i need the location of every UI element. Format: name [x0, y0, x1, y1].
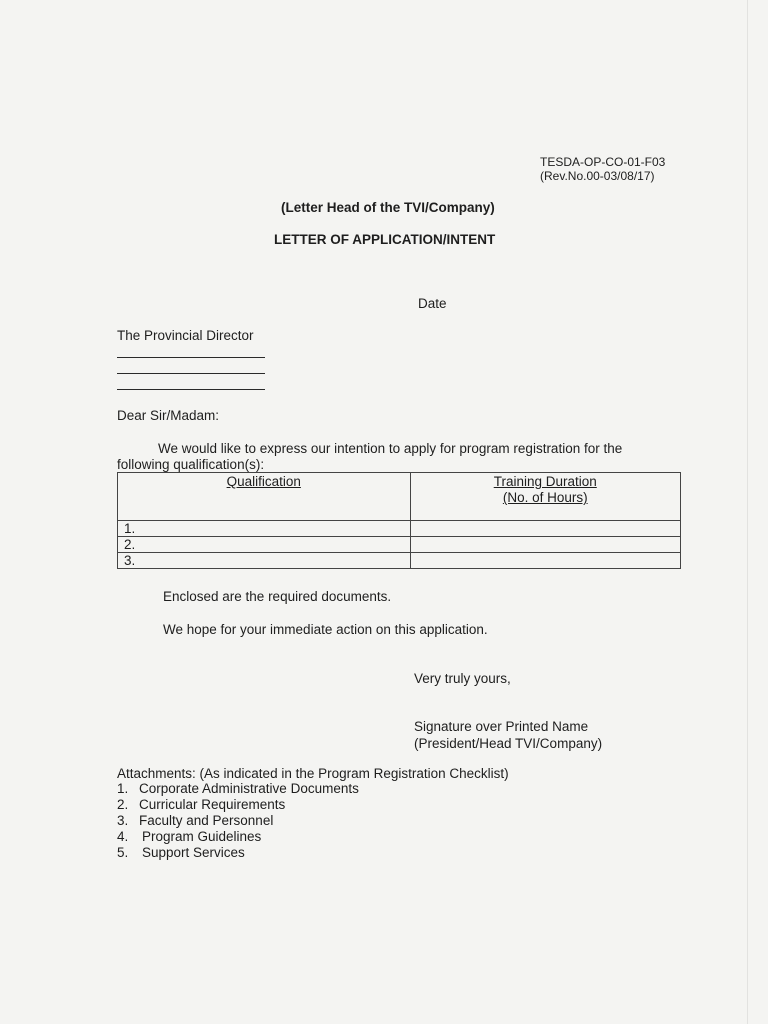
attachment-number: 3. [117, 813, 129, 828]
attachment-item [117, 797, 286, 813]
duration-cell [410, 537, 681, 553]
row-number-cell: 2. [118, 537, 411, 553]
attachments-heading: Attachments: (As indicated in the Program Registration Checklist) [117, 766, 509, 781]
signature-caption: Signature over Printed Name [414, 719, 589, 734]
intro-paragraph-line: following qualification(s): [117, 457, 265, 472]
duration-header [410, 473, 681, 521]
revision-number: (Rev.No.00-03/08/17) [540, 169, 655, 183]
intro-paragraph-line: We would like to express our intention to apply for program registration for the [158, 441, 623, 456]
duration-cell [410, 553, 681, 569]
attachment-number: 1. [117, 781, 129, 796]
attachment-item [117, 829, 262, 845]
complimentary-close: Very truly yours, [414, 671, 511, 686]
attachment-number: 4. [117, 829, 129, 844]
date-label: Date [418, 296, 447, 311]
attachment-text: Corporate Administrative Documents [139, 781, 359, 796]
attachment-item [117, 845, 245, 861]
page-edge [747, 0, 748, 1024]
duration-header-sublabel: (No. of Hours) [502, 490, 588, 505]
address-blank-line [117, 357, 265, 358]
letterhead-placeholder: (Letter Head of the TVI/Company) [281, 200, 495, 215]
attachment-text: Faculty and Personnel [139, 813, 274, 828]
table-header-row [118, 473, 681, 521]
attachment-number: 5. [117, 845, 129, 860]
duration-header-label: Training Duration [493, 474, 597, 489]
enclosed-statement: Enclosed are the required documents. [163, 589, 392, 604]
duration-cell [410, 521, 681, 537]
salutation: Dear Sir/Madam: [117, 408, 220, 423]
form-code: TESDA-OP-CO-01-F03 [540, 155, 666, 169]
address-blank-line [117, 373, 265, 374]
attachment-item [117, 781, 359, 797]
qualification-header [118, 473, 411, 521]
request-statement: We hope for your immediate action on this application. [163, 622, 488, 637]
address-blank-line [117, 389, 265, 390]
attachment-number: 2. [117, 797, 129, 812]
attachment-item [117, 813, 274, 829]
signatory-title: (President/Head TVI/Company) [414, 736, 603, 751]
qualification-table [117, 472, 681, 569]
table-row [118, 537, 681, 553]
table-row [118, 521, 681, 537]
row-number-cell: 3. [118, 553, 411, 569]
addressee: The Provincial Director [117, 328, 254, 343]
attachment-text: Support Services [142, 845, 245, 860]
qualification-header-label: Qualification [226, 474, 301, 489]
row-number-cell: 1. [118, 521, 411, 537]
table-row [118, 553, 681, 569]
document-title: LETTER OF APPLICATION/INTENT [274, 232, 496, 247]
attachment-text: Program Guidelines [142, 829, 262, 844]
attachment-text: Curricular Requirements [139, 797, 286, 812]
